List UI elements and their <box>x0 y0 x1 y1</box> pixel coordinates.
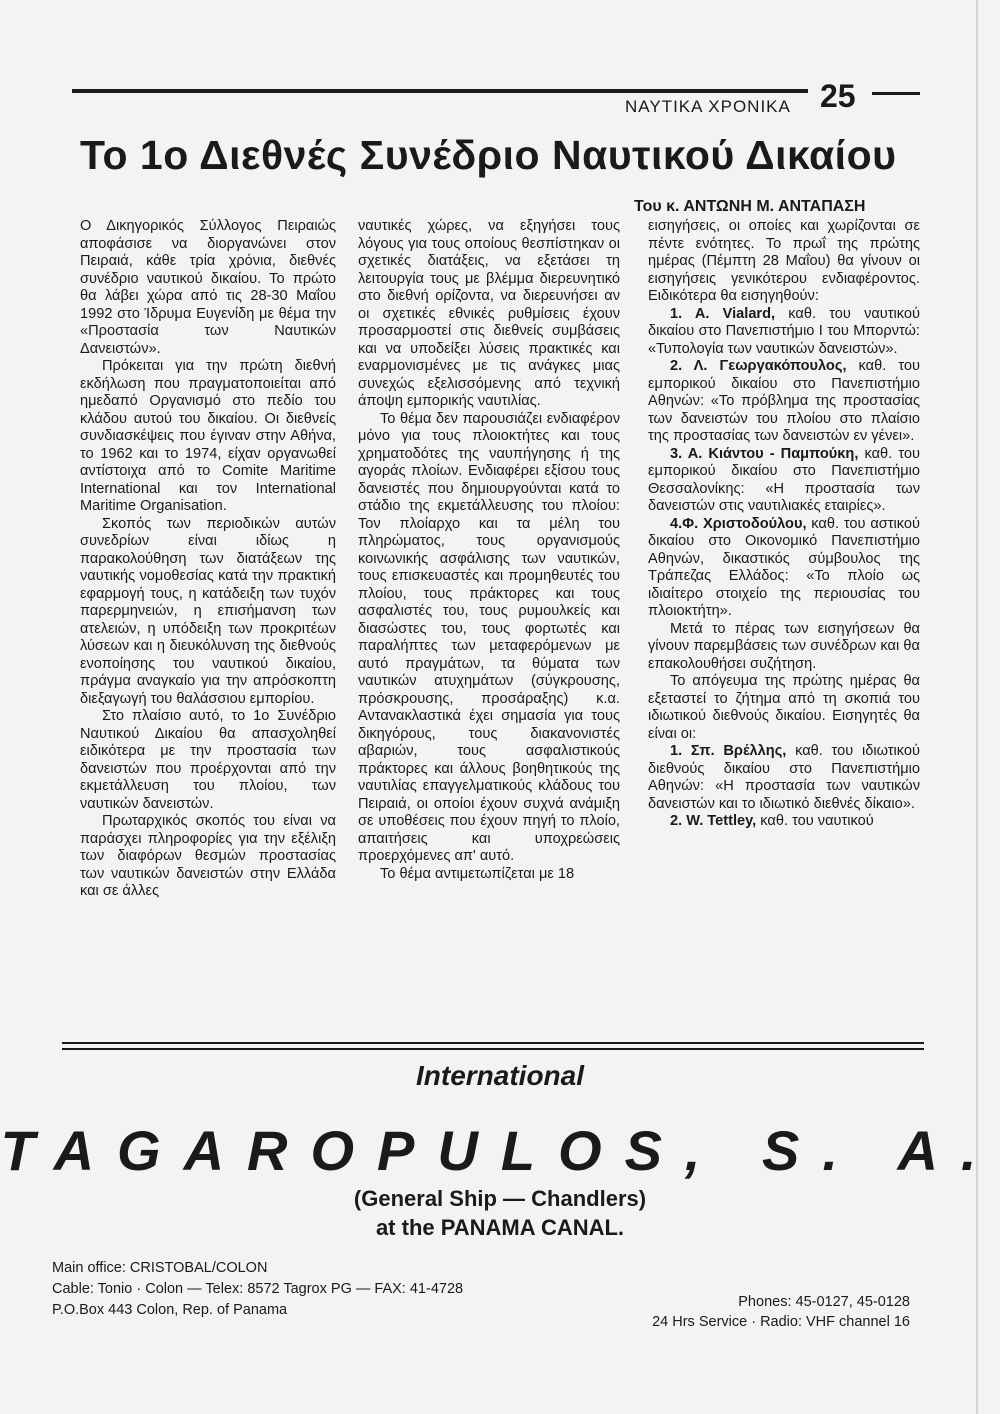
ad-main-office: Main office: CRISTOBAL/COLON <box>52 1260 268 1276</box>
speaker-name: 1. A. Vialard, <box>670 305 776 322</box>
header-rule <box>72 89 808 93</box>
paragraph: Πρωταρχικός σκοπός του είναι να παράσχει πληροφορίες για την εξέλιξη των διαφόρων θεσμών προστασίας των ναυτικών δανειστών στην Ελλάδα και σε άλλες <box>80 813 336 899</box>
speaker-name: 2. W. Tettley, <box>670 813 757 829</box>
speaker-topic: καθ. του ιδιωτικού διεθνούς δικαίου στο Πανεπιστήμιο Αθηνών: «Η προστασία των ναυτικών δανειστών και το ιδιωτικό διεθνές δίκαιο». <box>648 743 920 812</box>
speaker-name: 2. Λ. Γεωργακόπουλος, <box>670 358 847 374</box>
magazine-name: ΝΑΥΤΙΚΑ ΧΡΟΝΙΚΑ <box>625 97 791 116</box>
article-byline: Του κ. ΑΝΤΩΝΗ Μ. ΑΝΤΑΠΑΣΗ <box>634 198 866 215</box>
paragraph: ναυτικές χώρες, να εξηγήσει τους λόγους για τους οποίους θεσπίστηκαν οι σχετικές διατάξεις, να εξετάσει τη λειτουργία τους με βλέμμα διερευνητικό στο διεθνή ορίζοντα, να διερευνήσει αν οι σχετικές εθνικές ρυθμίσεις έχουν προσαρμοστεί στις διεθνείς συμβάσεις και να υποδείξει λύσεις πρακτικές και εναρμονισμένες με τις ανάγκες μιας συνεχώς εξελισσόμενης από τεχνική άποψη εμπορικής ναυτιλίας. <box>358 218 620 409</box>
speaker-entry <box>648 743 920 813</box>
ad-subtitle: (General Ship — Chandlers) <box>353 1186 647 1211</box>
paragraph: Πρόκειται για την πρώτη διεθνή εκδήλωση που πραγματοποιείται από ημεδαπό Οργανισμό στο πεδίο του κλάδου αυτού του δικαίου. Οι διεθνείς συνδιασκέψεις που έγιναν στην Αθήνα, το 1962 και το 1974, είχαν οργανωθεί αντίστοιχα από το Comite Maritime International και τον International Maritime Organisation. <box>80 358 336 514</box>
ad-phones: Phones: 45-0127, 45-0128 <box>738 1294 910 1310</box>
ad-top-rule <box>62 1048 924 1050</box>
speaker-entry <box>648 813 920 831</box>
speaker-name: 1. Σπ. Βρέλλης, <box>670 743 787 759</box>
ad-company-name: TAGAROPULOS, S. A. <box>0 1119 1000 1182</box>
ad-cable-telex-fax: Cable: Tonio · Colon — Telex: 8572 Tagrox PG — FAX: 41-4728 <box>52 1281 464 1297</box>
paragraph: εισηγήσεις, οι οποίες και χωρίζονται σε πέντε ενότητες. Το πρωΐ της πρώτης ημέρας (Πέμπτη 28 Μαΐου) θα γίνουν οι εισηγήσεις γενικότερου ενδιαφέροντος. Ειδικότερα θα εισηγηθούν: <box>648 218 920 304</box>
speaker-entry <box>648 306 920 359</box>
ad-service: 24 Hrs Service · Radio: VHF channel 16 <box>652 1314 910 1330</box>
paragraph: Στο πλαίσιο αυτό, το 1ο Συνέδριο Ναυτικού Δικαίου θα απασχοληθεί ειδικότερα με την προστασία των δανειστών που προέρχονται από την εκμετάλλευση του πλοίου, των ναυτικών δανειστών. <box>80 708 336 812</box>
paragraph: Το απόγευμα της πρώτης ημέρας θα εξεταστεί το ζήτημα από τη σκοπιά του ιδιωτικού διεθνούς δικαίου. Εισηγητές θα είναι οι: <box>648 673 920 742</box>
article-column-1 <box>80 218 336 901</box>
ad-location: at the PANAMA CANAL. <box>375 1215 625 1240</box>
ad-contact-block <box>52 1258 463 1321</box>
speaker-entry <box>648 358 920 446</box>
paragraph: Το θέμα αντιμετωπίζεται με 18 <box>380 865 575 882</box>
paragraph: Ο Δικηγορικός Σύλλογος Πειραιώς αποφάσισε να διοργανώνει στον Πειραιά, κάθε τρία χρόνια, διεθνές συνέδριο ναυτικού δικαίου. Το πρώτο θα λάβει χώρα από τις 28-30 Μαΐου 1992 στο Ίδρυμα Ευγενίδη με θέμα την «Προστασία των Ναυτικών Δανειστών». <box>80 218 336 357</box>
speaker-topic: καθ. του εμπορικού δικαίου στο Πανεπιστήμιο Αθηνών: «Το πρόβλημα της προστασίας των δανειστών του πλοίου στο πλαίσιο της προστασίας των δανειστών εν γένει». <box>648 358 920 444</box>
ad-international: International <box>415 1060 584 1091</box>
article-title: Το 1ο Διεθνές Συνέδριο Ναυτικού Δικαίου <box>80 132 897 178</box>
speaker-name: 4.Φ. Χριστοδούλου, <box>670 515 807 532</box>
header-rule-right <box>872 92 920 95</box>
article-column-3 <box>648 218 920 831</box>
speaker-topic: καθ. του εμπορικού δικαίου στο Πανεπιστήμιο Θεσσαλονίκης: «Η προστασία των δανειστών στις ναυτιλιακές εταιρίες». <box>648 445 920 514</box>
ad-top-rule <box>62 1042 924 1044</box>
speaker-name: 3. Α. Κιάντου - Παμπούκη, <box>670 445 859 462</box>
speaker-topic: καθ. του αστικού δικαίου στο Οικονομικό Πανεπιστήμιο Αθηνών, δικαστικός σύμβουλος της Τράπεζας Ελλάδος: «Το πλοίο ως ιδιαίτερο στοιχείο της περιουσίας του πλοιοκτήτη». <box>648 515 920 619</box>
paragraph: Μετά το πέρας των εισηγήσεων θα γίνουν παρεμβάσεις των συνέδρων και θα επακολουθήσει συζήτηση. <box>648 620 920 672</box>
ad-pobox: P.O.Box 443 Colon, Rep. of Panama <box>52 1302 288 1318</box>
ad-phone-block <box>652 1292 910 1332</box>
paragraph: Το θέμα δεν παρουσιάζει ενδιαφέρον μόνο για τους πλοιοκτήτες και τους χρηματοδότες της ναυπήγησης ή της αγοράς πλοίων. Ενδιαφέρει εξίσου τους δανειστές που δημιουργούνται κατά το στάδιο της εκμετάλλευσης του πλοίου: Τον πλοίαρχο και τα μέλη του πληρώματος, τους οργανισμούς κοινωνικής ασφάλισης των ναυτικών, τους επισκευαστές και προμηθευτές του πλοίου, τους πράκτορες και τους ασφαλιστές του, τους ρυμουλκείς και διασώστες του, τους φορτωτές και παραλήπτες των μεταφερόμενων με αυτό πραγμάτων, τα θύματα των ναυτικών ατυχημάτων (σύγκρουσης, πρόσκρουσης, προσάραξης) κ.α. Αντανακλαστικά έχει σημασία για τους δικηγόρους, τους διακανονιστές αβαριών, τους ασφαλιστικούς πράκτορες και άλλους βοηθητικούς της ναυτιλίας επαγγελματικούς κλάδους του Πειραιά, οι οποίοι έχουν συχνά ανάμιξη σε υποθέσεις που έχουν πηγή το πλοίο, απαιτήσεις και υποχρεώσεις προερχόμενες απ' αυτό. <box>358 410 620 864</box>
article-column-2 <box>358 218 620 883</box>
page-number: 25 <box>820 78 856 114</box>
speaker-entry <box>648 516 920 621</box>
speaker-topic: καθ. του ναυτικού <box>756 813 874 829</box>
speaker-topic: καθ. του ναυτικού δικαίου στο Πανεπιστήμιο I του Μπορντώ: «Τυπολογία των ναυτικών δανειστών». <box>648 305 921 357</box>
paragraph: Σκοπός των περιοδικών αυτών συνεδρίων είναι ιδίως η παρακολούθηση των διατάξεων της ναυτικής νομοθεσίας κατά την πρακτική εφαρμογή τους, η κατάδειξη των τυχόν παρερμηνειών, η επισήμανση των ατελειών, η υπόδειξη των προκριτέων λύσεων και η διευκόλυνση της διεθνούς ενοποίησης του ναυτικού δικαίου, πράγμα αναγκαίο για την απρόσκοπτη διεξαγωγή του θαλάσσιου εμπορίου. <box>80 515 336 707</box>
speaker-entry <box>648 446 920 516</box>
